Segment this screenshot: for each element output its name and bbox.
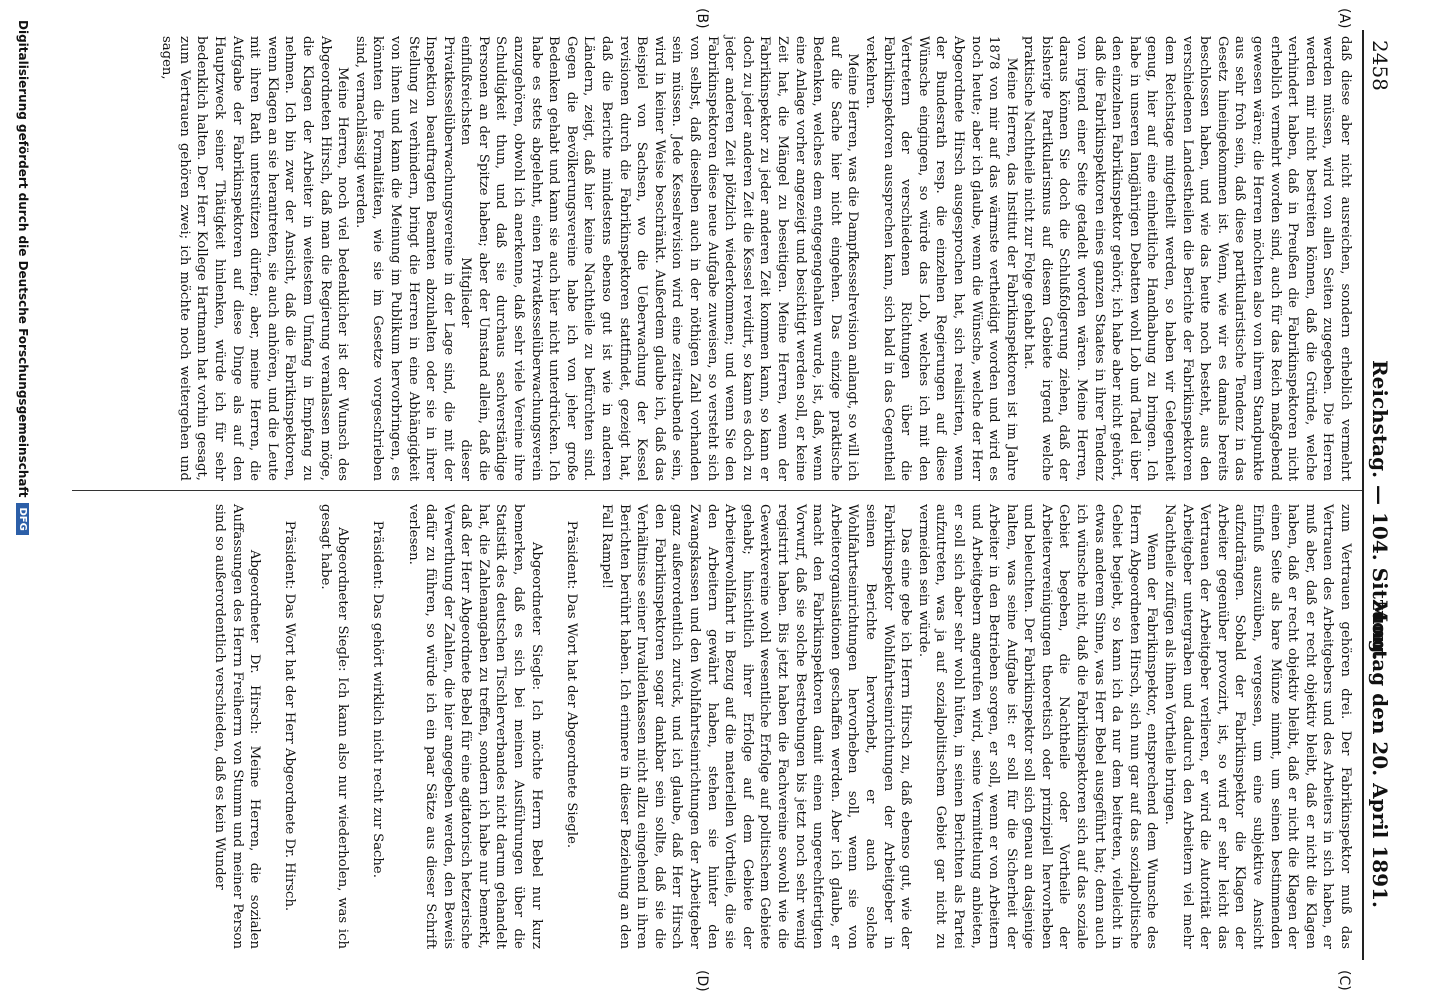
left-column-text: daß diese aber nicht ausreichen, sondern erheblich vermehrt werden müssen, wird von allen Seiten zugegeben. Die Herren werden mir nicht bestreiten können, daß die Gründe, welche verhindert haben, daß in Preußen die Fabrikinspektoren nicht erheblich vermehrt worden sind, auch für das Reich maßgebend gewesen wären; die Herren möchten also von ihrem Standpunkte aus sehr froh sein, daß diese partikularistische Tendenz in das Gesetz hineingekommen ist. Wenn, wie wir es damals bereits beschlossen haben, und wie das heute noch besteht, aus den verschiedenen Landestheilen die Berichte der Fabrikinspektoren dem Reichstage mitgetheilt werden, so haben wir Gelegenheit genug, hier auf eine einheitliche Handhabung zu bringen. Ich habe in unseren langjährigen Debatten wohl Lob und Tadel über den einzelnen Fabrikinspektor gehört; ich habe aber nicht gehört, daß die Fabrikinspektoren eines ganzen Staates in ihrer Tendenz von irgend einer Seite getadelt worden wären. Meine Herren, daraus können Sie doch die Schlußfolgerung ziehen, daß der bisherige Partikularismus auf diesem Gebiete irgend welche praktische Nachtheile nicht zur Folge gehabt hat. Meine Herren, das Institut der Fabrikinspektoren ist im Jahre 1878 von mir auf das wärmste vertheidigt worden und wird es noch heute; aber ich glaube, wenn die Wünsche, welche der Herr Abgeordnete Hirsch ausgesprochen hat, sich realisirten, wenn der Bundesrath resp. die einzelnen Regierungen auf diese Wünsche eingingen, so würde das Lob, welches ich mit den Vertretern der verschiedenen Richtungen über die Fabrikinspektoren aussprechen kann, sich bald in das Gegentheil verkehren. Meine Herren, was die Dampfkesselrevision anlangt, so will ich auf die Sache hier nicht eingehen. Das einzige praktische Bedenken, welches dem entgegengehalten wurde, ist, daß, wenn eine Anlage vorher angezeigt und besichtigt werden soll, er keine Zeit hat, die Mängel zu beseitigen. Meine Herren, wenn der Fabrikinspektor zu jeder anderen Zeit kommen kann, so kann er doch zu jeder anderen Zeit die Kessel revidirt, so kann es doch zu jeder anderen Zeit plötzlich wiederkommen; und wenn Sie den Fabrikinspektoren diese neue Aufgabe zuweisen, so versteht sich von selbst, daß dieselben auch in der nöthigen Zahl vorhanden sein müssen. Jede Kesselrevision wird eine zeitraubende sein, wird in keiner Weise beschränkt. Außerdem glaube ich, daß das Beispiel von Sachsen, wo die Ueberwachung der Kessel revisionen durch die Fabrikinspektoren stattfindet, gezeigt hat, daß die Berichte mindestens ebenso gut ist wie in anderen Ländern, zeigt, daß hier keine Nachtheile zu befürchten sind. Gegen die Bevölkerungsvereine habe ich von jeher große Bedenken gehabt und kann sie auch hier nicht unterdrücken. Ich habe es stets abgelehnt, einen Privatkesselüberwachungsverein anzugehören, obwohl ich anerkenne, daß sehr viele Vereine ihre Schuldigkeit thun, und daß sie durchaus sachverständige Personen an der Spitze haben; aber der Umstand allein, daß die einflußreichsten Mitglieder dieser Privatkesselüberwachungsvereine in der Lage sind, die mit der Inspektion beauftragten Beamten abzuhalten oder sie in ihrer Stellung zu verhindern, bringt die Herren in eine Abhängigkeit von ihnen und kann die Meinung im Publikum hervorbringen, es könnten die Formalitäten, wie sie im Gesetze vorgeschrieben sind, vernachlässigt werden. Meine Herren, noch viel bedenklicher ist der Wunsch des Abgeordneten Hirsch, daß man die Regierung veranlassen möge, die Klagen der Arbeiter in weitestem Umfang in Empfang zu nehmen. Ich bin zwar der Ansicht, daß die Fabrikinspektoren, wenn Klagen an sie herantreten, sie auch anhören, und die Leute mit ihren Rath unterstützen dürfen; aber, meine Herren, die Aufgabe der Fabrikinspektoren auf diese Dinge als auf den Hauptzweck seiner Thätigkeit hinlenken, würde ich für sehr bedenklich halten. Der Herr Kollege Hartmann hat vorhin gesagt, zum Vertrauen gehören zwei; ich möchte noch weitergehen und sagen, [159, 36, 1353, 481]
right-column-text: zum Vertrauen gehören drei. Der Fabrikinspektor muß das Vertrauen des Arbeitgebers und des Arbeiters in sich haben, er muß aber, daß er recht objektiv bleibt, daß er nicht die Klagen haben, daß er recht objektiv bleibt, daß er nicht die Klagen der einen Seite als bare Münze nimmt, um seinen bestimmenden Einfluß auszuüben, vergessen, um eine subjektive Ansicht aufzudrängen. Sobald der Fabrikinspektor die Klagen der Arbeiter gegenüber provozirt, ist, so wird er sehr leicht das Vertrauen der Arbeitgeber verlieren, er wird die Autorität der Arbeitgeber untergraben und dadurch den Arbeitern viel mehr Nachtheile zufügen als ihnen Vortheile bringen. Wenn der Fabrikinspektor, entsprechend dem Wunsche des Herrn Abgeordneten Hirsch, sich nun gar auf das sozialpolitische Gebiet begiebt, so kann ich da nur dem beitreten, vielleicht in etwas anderem Sinne, was Herr Bebel ausgeführt hat; denn auch ich wünsche nicht, daß die Fabrikinspektoren sich auf das soziale Gebiet begeben, die Nachtheile oder Vortheile der Arbeitervereinigungen theoretisch oder prinzipiell hervorheben und beleuchten. Der Fabrikinspektor soll sich genau an dasjenige halten, was seine Aufgabe ist: er soll für die Sicherheit der Arbeiter in den Betrieben sorgen, er soll, wenn er von Arbeitern und Arbeitgebern angerufen wird, seine Vermittelung anbieten, er soll sich aber sehr wohl hüten, in seinen Berichten als Partei aufzutreten, was ja auf sozialpolitischem Gebiet gar nicht zu vermeiden sein würde. Das eine gebe ich Herrn Hirsch zu, daß ebenso gut, wie der Fabrikinspektor Wohlfahrtseinrichtungen der Arbeitgeber in seinen Berichte hervorhebt, er auch solche Wohlfahrtseinrichtungen hervorheben soll, wenn sie von Arbeiterorganisationen geschaffen werden. Aber ich glaube, er macht den Fabrikinspektoren damit einen ungerechtfertigten Vorwurf, daß sie solche Bestrebungen bis jetzt noch sehr wenig registrirt haben. Bis jetzt haben die Fachvereine sowohl wie die Gewerkvereine wohl wesentliche Erfolge auf politischem Gebiete gehabt; hinsichtlich ihrer Erfolge auf dem Gebiete der Arbeiterwohlfahrt in Bezug auf die materiellen Vortheile, die sie den Arbeitern gewährt haben, stehen sie hinter den Zwangskassen und den Wohlfahrtseinrichtungen der Arbeitgeber ganz außerordentlich zurück, und ich glaube, daß Herr Hirsch den Fabrikinspektoren sogar dankbar sein sollte, daß sie die Verhältnisse seiner Invalidenkassen nicht allzu eingehend in ihren Berichten berührt haben. Ich erinnere in dieser Beziehung an den Fall Rampel! Präsident: Das Wort hat der Abgeordnete Siegle. Abgeordneter Siegle: Ich möchte Herrn Bebel nur kurz bemerken, daß es sich bei meinen Ausführungen über die Statistik des deutschen Tischlerverbandes nicht darum gehandelt hat, die Zahlenangaben zu treffen, sondern ich habe nur bemerkt, daß der Herr Abgeordnete Bebel für eine agitatorisch hetzerische Verwerthung der Zahlen, die hier angegeben werden, den Beweis dafür zu führen, so würde ich ein paar Sätze aus dieser Schrift verlesen. Präsident: Das gehört wirklich nicht recht zur Sache. Abgeordneter Siegle: Ich kann also nur wiederholen, was ich gesagt habe. Präsident: Das Wort hat der Herr Abgeordnete Dr. Hirsch. Abgeordneter Dr. Hirsch: Meine Herren, die sozialen Auffassungen des Herrn Freiherrn von Stumm und meiner Person sind so außerordentlich verschieden, daß es kein Wunder [212, 504, 1353, 949]
margin-mark-a: (A) [1336, 8, 1352, 29]
margin-mark-c: (C) [1336, 970, 1352, 991]
dfg-logo: DFG [17, 503, 30, 534]
page-header [1362, 30, 1394, 960]
credit-text: Digitalisierung gefördert durch die Deutsche Forschungsgemeinschaft [16, 20, 30, 498]
page-number: 2458 [1368, 40, 1392, 91]
column-divider [72, 490, 1362, 491]
margin-mark-b: (B) [694, 8, 710, 29]
session-title: Reichstag. — 104. Sitzung. [1368, 360, 1392, 661]
session-date: Montag den 20. April 1891. [1368, 600, 1392, 908]
margin-mark-d: (D) [694, 970, 710, 992]
digitization-credit [12, 20, 34, 980]
